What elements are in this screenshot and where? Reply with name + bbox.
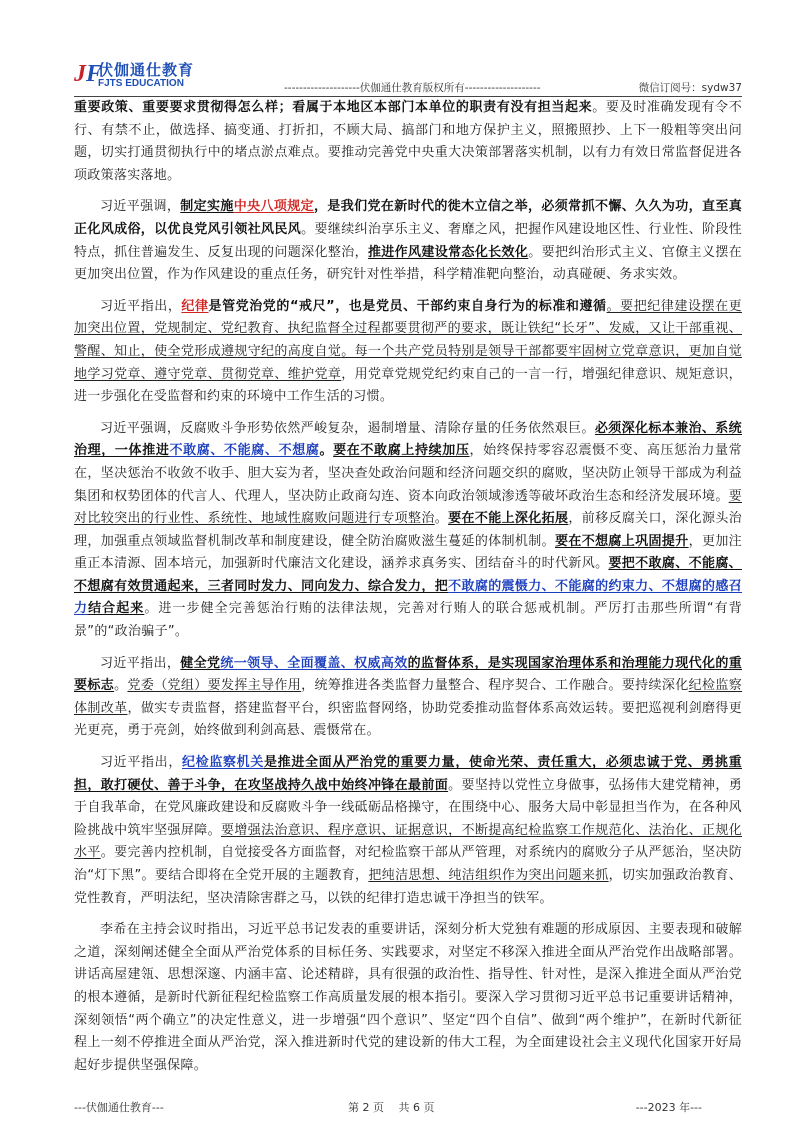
- page-number: 第 2 页 共 6 页: [348, 1101, 435, 1114]
- text-segment: 。要把纪律建设摆在更加突出位置，党规制定、党纪教育、执纪监督全过程都要贯彻严的要求，既让铁纪“长牙”、发威，又让干部重视、警醒、知止，使全党形成遵规守纪的高度自觉: [74, 298, 742, 359]
- text-segment: 。要继续纠治享乐主义、奢靡之风，把握作风建设地区性、行业性、阶段性特点，抓住普遍发生、反复出现的问题深化整治，: [74, 221, 742, 260]
- paragraph: [74, 418, 742, 644]
- text-segment: 要把不敢腐、不能腐、不想腐有效贯通起来，三者同时发力、同向发力、综合发力，把: [74, 556, 742, 594]
- page-header: [74, 58, 742, 98]
- text-segment: 是管党治党的“戒尺”，也是党员、干部约束自身行为的标准和遵循: [208, 298, 607, 314]
- logo-mark-icon: JF: [74, 61, 103, 87]
- text-segment: 的监督体系，是实现国家治理体系和治理能力现代化的重要标志: [74, 655, 742, 694]
- paragraph: [74, 653, 742, 743]
- text-segment: 要在不敢腐上持续加压: [333, 443, 470, 459]
- text-segment: 纪检监察机关: [182, 755, 264, 771]
- paragraph: [74, 919, 742, 1077]
- text-segment: 。: [114, 678, 128, 694]
- text-segment: ，始终保持零容忍震慑不变、高压惩治力量常在，坚决惩治不收敛不收手、胆大妄为者，坚决查处政治问题和经济问题交织的腐败，坚决防止领导干部成为利益集团和权势团体的代言人、代理人，坚决防止政商勾连、资本向政治领域渗透等破坏政治生态和经济发展环境。: [74, 443, 742, 504]
- text-segment: 不敢腐的震慑力、不能腐的约束力、不想腐的感召力: [74, 578, 742, 617]
- logo-chinese-name: 伏伽通仕教育: [98, 61, 195, 79]
- text-segment: 习近平强调，反腐败斗争形势依然严峻复杂，遏制增量、清除存量的任务依然艰巨。: [100, 420, 595, 436]
- paragraph: [74, 196, 742, 286]
- text-segment: 纪律: [181, 298, 209, 314]
- text-segment: 。每一个共产党员特别是领导干部都要牢固树立党章意识，更加自觉地学习党章、遵守党章、贯彻党章、维护党章: [74, 343, 742, 382]
- paragraph: [74, 296, 742, 409]
- text-segment: 不敢腐、不能腐、不想腐: [169, 443, 320, 459]
- paragraph: [74, 97, 742, 187]
- footer-brand: ---伏伽通仕教育---: [74, 1101, 164, 1114]
- footer-year: ---2023 年---: [635, 1101, 702, 1114]
- text-segment: 要在不能上深化拓展: [448, 511, 569, 527]
- text-segment: 。: [434, 511, 449, 527]
- text-segment: ，前移反腐关口，深化源头治理，加强重点领域监督机制改革和制度建设，健全防治腐败滋生蔓延的体制机制。: [74, 511, 743, 549]
- text-segment: 。要及时准确发现有令不行、有禁不止，做选择、搞变通、打折扣，不顾大局、搞部门和地方保护主义，照搬照抄、上下一般粗等突出问题，切实打通贯彻执行中的堵点淤点难点。要推动完善党中央重大决策部署落实机制，以有力有效日常监督促进各项政策落实落地。: [74, 100, 742, 183]
- text-segment: 纪检监察体制改革: [74, 678, 743, 716]
- text-segment: 要对比较突出的行业性、系统性、地域性腐败问题进行专项整治: [74, 488, 742, 527]
- text-segment: 习近平指出，: [100, 655, 181, 671]
- text-segment: 习近平指出，: [100, 755, 182, 771]
- text-segment: 要在不想腐上巩固提升: [554, 533, 689, 549]
- text-segment: 。: [319, 443, 334, 459]
- text-segment: ，更加注重正本清源、固本培元，加强新时代廉洁文化建设，涵养求真务实、团结奋斗的时代新风。: [74, 533, 742, 572]
- text-segment: ，切实加强政治教育、党性教育，严明法纪，坚决清除害群之马，以铁的纪律打造忠诚干净担当的铁军。: [74, 868, 742, 906]
- text-segment: 结合起来: [88, 601, 145, 617]
- text-segment: 制定实施: [180, 199, 234, 215]
- text-segment: 推进作风建设常态化长效化: [367, 244, 529, 260]
- text-segment: ，统筹推进各类监督力量整合、程序契合、工作融合。要持续深化: [301, 678, 689, 694]
- logo-english-name: FJTS EDUCATION: [98, 78, 184, 89]
- text-segment: 必须深化标本兼治、系统治理，一体推进: [74, 420, 742, 459]
- text-segment: 健全党: [180, 655, 221, 671]
- document-body: [74, 97, 742, 1086]
- text-segment: 李希在主持会议时指出，习近平总书记发表的重要讲话，深刻分析大党独有难题的形成原因、主要表现和破解之道，深刻阐述健全全面从严治党体系的目标任务、实践要求，对坚定不移深入推进全面从严治党作出战略部署。讲话高屋建瓴、思想深邃、内涵丰富、论述精辟，具有很强的政治性、指导性、针对性，是深入推进全面从严治党的根本遵循，是新时代新征程纪检监察工作高质量发展的根本指引。要深入学习贯彻习近平总书记重要讲话精神，深刻领悟“两个确立”的决定性意义，进一步增强“四个意识”、坚定“四个自信”、做到“两个维护”，在新时代新征程上一刻不停推进全面从严治党，深入推进新时代党的建设新的伟大工程，为全面建设社会主义现代化国家开好局起好步提供坚强保障。: [74, 922, 742, 1073]
- text-segment: 习近平指出，: [100, 298, 182, 314]
- text-segment: 。要完善内控机制，自觉接受各方面监督，对纪检监察干部从严管理，对系统内的腐败分子从严惩治，坚决防治“灯下黑”。要结合即将在全党开展的主题教育，: [74, 845, 742, 883]
- text-segment: 把纯洁思想、纯洁组织作为突出问题来抓: [368, 868, 609, 883]
- text-segment: 。要把纠治形式主义、官僚主义摆在更加突出位置，作为作风建设的重点任务，研究针对性举措，科学精准靶向整治，动真碰硬、务求实效。: [74, 244, 742, 283]
- text-segment: 习近平强调，: [100, 199, 181, 215]
- paragraph: [74, 752, 742, 910]
- text-segment: ，用党章党规党纪约束自己的一言一行，增强纪律意识、规矩意识，进一步强化在受监督和约束的环境中工作生活的习惯。: [74, 366, 742, 405]
- text-segment: 统一领导、全面覆盖、权威高效: [220, 655, 408, 671]
- text-segment: ，是我们党在新时代的徙木立信之举，必须常抓不懈、久久为功，直至真正化风成俗，以优良党风引领社风民风: [74, 199, 742, 237]
- text-segment: 党委（党组）要发挥主导作用: [127, 678, 302, 694]
- text-segment: ，做实专责监督，搭建监督平台，织密监督网络，协助党委推动监督体系高效运转。要把巡视利剑磨得更光更亮，勇于亮剑，始终做到利剑高悬、震慑常在。: [74, 700, 742, 739]
- page-footer: [74, 1099, 742, 1119]
- text-segment: 是推进全面从严治党的重要力量，使命光荣、责任重大，必须忠诚于党、勇挑重担，敢打硬仗、善于斗争，在攻坚战持久战中始终冲锋在最前面: [74, 755, 742, 793]
- text-segment: 。要坚持以党性立身做事，弘扬伟大建党精神，勇于自我革命，在党风廉政建设和反腐败斗争一线砥砺品格操守，在围绕中心、服务大局中彰显担当作为，在各种风险挑战中筑牢坚强屏障。: [74, 777, 742, 838]
- wechat-account: 微信订阅号：sydw37: [638, 82, 742, 94]
- text-segment: 重要政策、重要要求贯彻得怎么样；看属于本地区本部门本单位的职责有没有担当起来: [74, 100, 593, 115]
- copyright-notice: --------------------伏伽通仕教育版权所有--------------------: [284, 82, 541, 94]
- brand-logo: [74, 58, 204, 94]
- text-segment: 中央八项规定: [233, 199, 315, 215]
- text-segment: 。进一步健全完善惩治行贿的法律法规，完善对行贿人的联合惩戒机制。严厉打击那些所谓“有背景”的“政治骗子”。: [74, 601, 743, 640]
- text-segment: 要增强法治意识、程序意识、证据意识，不断提高纪检监察工作规范化、法治化、正规化水平: [74, 822, 742, 861]
